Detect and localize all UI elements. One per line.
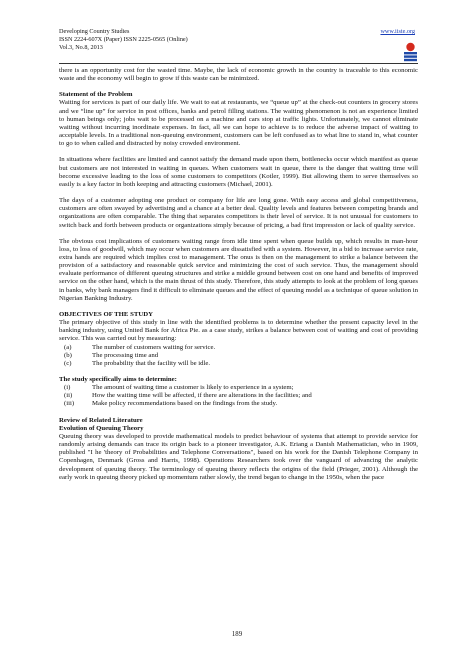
heading-evolution-queuing-theory: Evolution of Queuing Theory [59,424,144,432]
list-item: (b) The processing time and [64,351,159,359]
intro-paragraph: there is an opportunity cost for the wasted time. Maybe, the lack of economic growth in the country is traceable to this economic waste and the economy will begin to grow if this waste can be minimized. [59,67,418,83]
heading-objectives: OBJECTIVES OF THE STUDY [59,310,153,318]
page-number: 189 [231,631,243,638]
iiste-logo-icon [403,42,418,62]
measures-list [59,344,418,368]
list-item: (iii) Make policy recommendations based on the findings from the study. [64,400,278,408]
list-item: (ii) How the waiting time will be affected, if there are alterations in the facilities; and [64,392,312,400]
running-header [59,28,415,52]
objectives-paragraph: The primary objective of this study in line with the identified problems is to determine whether the present capacity level in the banking industry, using United Bank for Africa Pie. as a case study, strikes a balance between cost of waiting and cost of providing service. This was carried out by measuring: [59,319,418,343]
heading-specific-aims: The study specifically aims to determine: [59,376,177,383]
body-text [59,67,418,490]
header-divider [59,63,418,64]
list-item: (i) The amount of waiting time a customer is likely to experience in a system; [64,384,294,392]
journal-url-link[interactable]: www.iiste.org [380,28,415,35]
problem-paragraph-4: The obvious cost implications of customers waiting range from idle time spent when queue builds up, which results in man-hour loss, to loss of goodwill, which may occur when customers are dissatisfied with a system. However, in a bid to increase service rate, extra hands are required which implies cost to management. The onus is then on the management to strike a balance between the provision of a satisfactory and reasonable quick service and minimizing the cost of such service. Thus, the management should evaluate performance of different queuing structures and strike a middle ground between cost on one hand and benefits of improved service on the other hand, which is the main thrust of this study. Therefore, this study attempts to look at the problem of long queues in banks, why bank managers find it difficult to eliminate queues and the effect of queuing model as a technique of queue solution in Nigerian Banking Industry. [59,237,418,302]
heading-statement-of-problem: Statement of the Problem [59,91,133,99]
issn-line: ISSN 2224-607X (Paper) ISSN 2225-0565 (Online) [59,36,188,43]
volume-line: Vol.3, No.8, 2013 [59,44,103,51]
list-item: (c) The probability that the facility will be idle. [64,359,211,367]
problem-paragraph-1: Waiting for services is part of our daily life. We wait to eat at restaurants, we “queue up” at the check-out counters in grocery stores and we “line up” for service in post offices, banks and petrol filling stations. The waiting phenomenon is not an experience limited to human beings only; jobs wait to be processed on a machine and cars stop at traffic lights. Unfortunately, we cannot eliminate waiting without incurring inordinate expenses. In fact, all we can hope to achieve is to reduce the adverse impact of waiting to acceptable levels. In a traditional non-queuing environment, customers can be left confused as to what line to stand in, what counter to go to when called and distracted by noisy crowded environment. [59,99,418,148]
evolution-paragraph: Queuing theory was developed to provide mathematical models to predict behaviour of systems that attempt to provide service for randomly arising demands can trace its origin back to a pioneer investigator, A.K. Eriang a Danish Mathematician, who in 1909, published "I he 'theory of Probabilities and Telephone Conversations", based on his work for the Danish Telephone Company in Copenhagen, Denmark (Gross and Harris, 1998). Operations Researchers took over the vanguard of advancing the analytic development of queuing theory. The terminology of queuing theory reflects the origins of the field (Prieger, 2001). Although the early work in queuing theory picked up momentum rather slowly, the trend began to change in the 1950s, when the pace [59,432,418,481]
aims-list [59,384,418,408]
heading-literature-review: Review of Related Literature [59,416,143,424]
problem-paragraph-2: In situations where facilities are limited and cannot satisfy the demand made upon them, bottlenecks occur which manifest as queue but customers are not interested in waiting in queues. When customers wait in queue, there is the danger that waiting time will become excessive leading to the loss of some customers to competitors (Kotler, 1999). But allowing them to serve themselves so easily is a key factor in both keeping and attracting customers (Michael, 2001). [59,156,418,188]
journal-name: Developing Country Studies [59,28,130,35]
problem-paragraph-3: The days of a customer adopting one product or company for life are long gone. With easy access and global competitiveness, customers are often swayed by advertising and a chance at a better deal. Quality levels and features between competing brands and organizations are often comparable. The thing that separates competitors is their level of service. It is not unusual for customers to switch back and forth between products or organizations simply because of pricing, a bad first impression or lack of quality service. [59,197,418,229]
list-item: (a) The number of customers waiting for service. [64,343,216,351]
